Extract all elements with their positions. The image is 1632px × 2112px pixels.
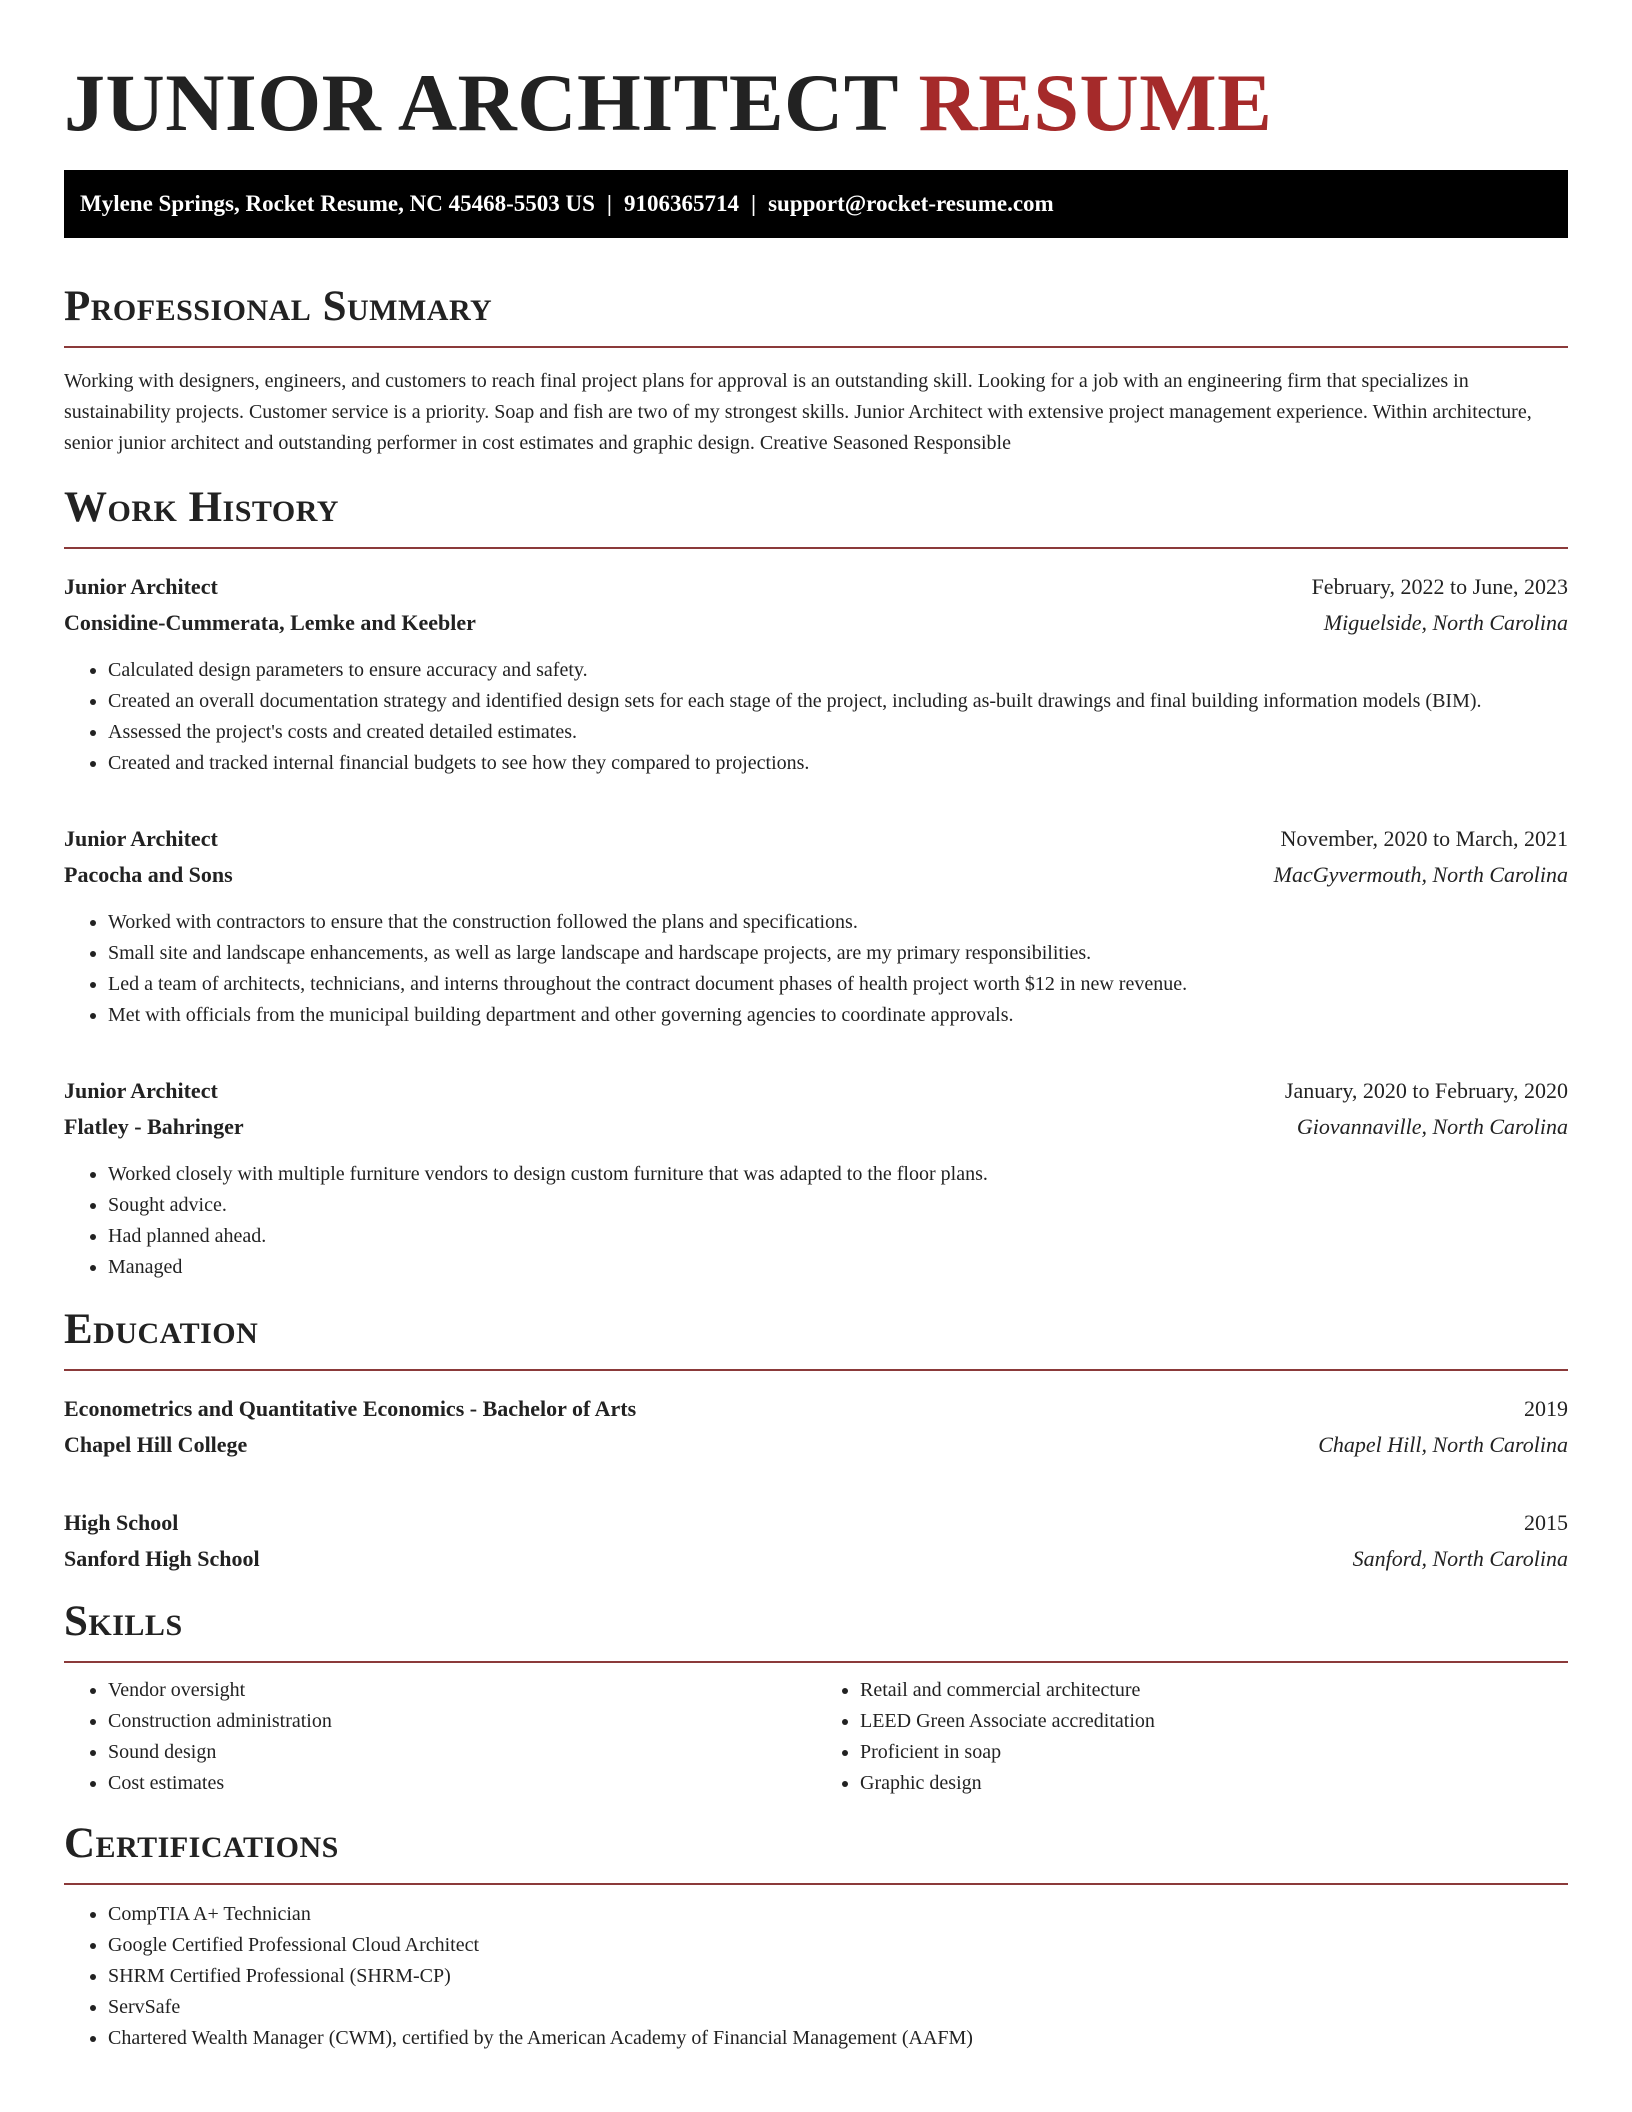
job-bullet: • Assessed the project's costs and created detailed estimates. bbox=[108, 717, 1568, 748]
skill-item: • Vendor oversight bbox=[108, 1675, 816, 1706]
job-dates: January, 2020 to February, 2020 bbox=[1284, 1078, 1568, 1103]
education-location: Sanford, North Carolina bbox=[1352, 1546, 1568, 1571]
certification-item: • Google Certified Professional Cloud Architect bbox=[108, 1930, 1568, 1961]
job-header-row bbox=[64, 821, 1568, 857]
job-bullet: • Small site and landscape enhancements, as well as large landscape and hardscape projects, are my primary responsibilities. bbox=[108, 938, 1568, 969]
contact-phone: 9106365714 bbox=[624, 191, 739, 216]
skill-item: • Proficient in soap bbox=[860, 1737, 1568, 1768]
job-bullet: • Sought advice. bbox=[108, 1190, 1568, 1221]
job-company: Flatley - Bahringer bbox=[64, 1114, 244, 1139]
job-bullet: • Worked with contractors to ensure that the construction followed the plans and specifications. bbox=[108, 907, 1568, 938]
education-header-row bbox=[64, 1505, 1568, 1541]
job-dates: February, 2022 to June, 2023 bbox=[1311, 574, 1568, 599]
education-entry bbox=[64, 1391, 1568, 1463]
education-school-row bbox=[64, 1541, 1568, 1577]
skill-item: • Retail and commercial architecture bbox=[860, 1675, 1568, 1706]
job-header-row bbox=[64, 1073, 1568, 1109]
job-bullet: • Created and tracked internal financial budgets to see how they compared to projections. bbox=[108, 748, 1568, 779]
contact-email: support@rocket-resume.com bbox=[768, 191, 1054, 216]
certification-item: • Chartered Wealth Manager (CWM), certified by the American Academy of Financial Management (AAFM) bbox=[108, 2023, 1568, 2054]
certification-item: • CompTIA A+ Technician bbox=[108, 1899, 1568, 1930]
contact-separator: | bbox=[751, 191, 757, 216]
job-entry bbox=[64, 821, 1568, 1031]
contact-separator: | bbox=[606, 191, 612, 216]
job-bullet: • Met with officials from the municipal building department and other governing agencies to coordinate approvals. bbox=[108, 1000, 1568, 1031]
skill-item: • Sound design bbox=[108, 1737, 816, 1768]
certifications-list bbox=[64, 1899, 1568, 2054]
skills-list-right bbox=[816, 1675, 1568, 1799]
job-company-row bbox=[64, 605, 1568, 641]
summary-text: Working with designers, engineers, and customers to reach final project plans for approval is an outstanding skill. Looking for a job with an engineering firm that specializes in sustainability projects. Customer service is a priority. Soap and fish are two of my strongest skills. Junior Architect with extensive project management experience. Within architecture, senior junior architect and outstanding performer in cost estimates and graphic design. Creative Seasoned Responsible bbox=[64, 370, 1532, 454]
education-school-row bbox=[64, 1427, 1568, 1463]
work-history-heading: Work History bbox=[64, 481, 1568, 549]
job-bullet: • Had planned ahead. bbox=[108, 1221, 1568, 1252]
skill-item: • LEED Green Associate accreditation bbox=[860, 1706, 1568, 1737]
skill-item: • Construction administration bbox=[108, 1706, 816, 1737]
skills-heading: Skills bbox=[64, 1595, 1568, 1663]
education-header-row bbox=[64, 1391, 1568, 1427]
education-year: 2015 bbox=[1524, 1510, 1568, 1535]
job-bullets bbox=[64, 907, 1568, 1031]
skills-list-left bbox=[64, 1675, 816, 1799]
contact-address: Mylene Springs, Rocket Resume, NC 45468-5503 US bbox=[80, 191, 595, 216]
job-bullet: • Created an overall documentation strategy and identified design sets for each stage of the project, including as-built drawings and final building information models (BIM). bbox=[108, 686, 1568, 717]
job-bullets bbox=[64, 1159, 1568, 1283]
education-year: 2019 bbox=[1524, 1396, 1568, 1421]
education-location: Chapel Hill, North Carolina bbox=[1318, 1432, 1568, 1457]
education-heading: Education bbox=[64, 1303, 1568, 1371]
skill-item: • Graphic design bbox=[860, 1768, 1568, 1799]
skill-item: • Cost estimates bbox=[108, 1768, 816, 1799]
resume-page bbox=[64, 0, 1568, 2054]
job-bullet: • Led a team of architects, technicians, and interns throughout the contract document phases of health project worth $12 in new revenue. bbox=[108, 969, 1568, 1000]
resume-title bbox=[64, 0, 1568, 150]
title-main: JUNIOR ARCHITECT bbox=[64, 57, 898, 148]
job-bullets bbox=[64, 655, 1568, 779]
job-location: MacGyvermouth, North Carolina bbox=[1273, 862, 1568, 887]
job-entry bbox=[64, 569, 1568, 779]
education-degree: Econometrics and Quantitative Economics - Bachelor of Arts bbox=[64, 1396, 637, 1421]
job-company-row bbox=[64, 1109, 1568, 1145]
summary-heading: Professional Summary bbox=[64, 280, 1568, 348]
education-degree: High School bbox=[64, 1510, 179, 1535]
job-bullet: • Calculated design parameters to ensure accuracy and safety. bbox=[108, 655, 1568, 686]
certification-item: • ServSafe bbox=[108, 1992, 1568, 2023]
job-dates: November, 2020 to March, 2021 bbox=[1280, 826, 1568, 851]
education-entry bbox=[64, 1505, 1568, 1577]
certifications-heading: Certifications bbox=[64, 1817, 1568, 1885]
skills-grid bbox=[64, 1675, 1568, 1799]
job-header-row bbox=[64, 569, 1568, 605]
education-school: Chapel Hill College bbox=[64, 1432, 248, 1457]
job-location: Giovannaville, North Carolina bbox=[1296, 1114, 1568, 1139]
job-company: Considine-Cummerata, Lemke and Keebler bbox=[64, 610, 476, 635]
certification-item: • SHRM Certified Professional (SHRM-CP) bbox=[108, 1961, 1568, 1992]
job-bullet: • Managed bbox=[108, 1252, 1568, 1283]
job-bullet: • Worked closely with multiple furniture vendors to design custom furniture that was adapted to the floor plans. bbox=[108, 1159, 1568, 1190]
job-title: Junior Architect bbox=[64, 1078, 218, 1103]
contact-bar bbox=[64, 170, 1568, 238]
job-entry bbox=[64, 1073, 1568, 1283]
title-accent: RESUME bbox=[918, 57, 1273, 148]
job-title: Junior Architect bbox=[64, 574, 218, 599]
job-company: Pacocha and Sons bbox=[64, 862, 233, 887]
job-title: Junior Architect bbox=[64, 826, 218, 851]
education-school: Sanford High School bbox=[64, 1546, 260, 1571]
job-location: Miguelside, North Carolina bbox=[1323, 610, 1568, 635]
job-company-row bbox=[64, 857, 1568, 893]
